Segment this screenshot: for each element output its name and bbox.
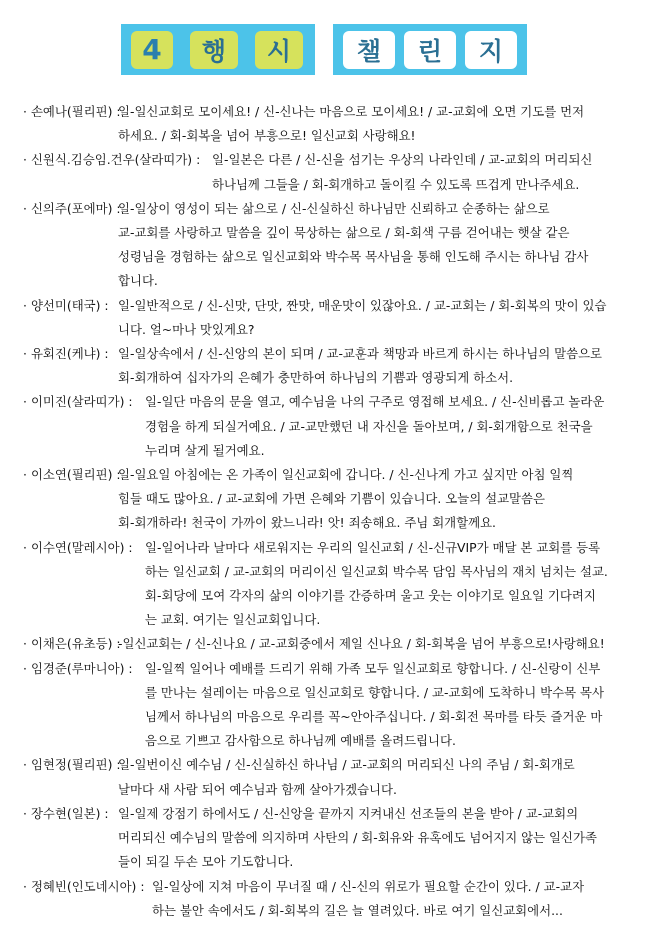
poem-text: 일-일반적으로 / 신-신맛, 단맛, 짠맛, 매운맛이 있잖아요. / 교-교회는 / 회-회복의 맛이 있습 니다. 얼~마나 맛있게요? [118, 297, 607, 337]
poem-entry [0, 657, 662, 754]
bullet-icon: · [23, 346, 27, 362]
bullet-icon: · [23, 467, 27, 483]
author-name-text: 정혜빈(인도네시아) : [30, 878, 145, 894]
bullet-icon: · [23, 805, 27, 821]
poem-text: 일-일상이 영성이 되는 삶으로 / 신-신실하신 하나님만 신뢰하고 순종하는 삶으로 교-교회를 사랑하고 말씀을 깊이 묵상하는 삶으로 / 회-회색 구름 걷어내는 햇살 같은 성령님을 경험하는 삶으로 일신교회와 박수목 목사님을 통해 인도해 주시는 하나님 감사 합니다. [118, 200, 589, 289]
poem-text: 일-일신교회로 모이세요! / 신-신나는 마음으로 모이세요! / 교-교회에 오면 기도를 먼저 하세요. / 회-회복을 넘어 부흥으로! 일신교회 사랑해요! [118, 104, 585, 144]
banner-tile-number: 4 [131, 31, 173, 69]
poem-text: 일-일어나라 날마다 새로워지는 우리의 일신교회 / 신-신규VIP가 매달 본 교회를 등록 하는 일신교회 / 교-교회의 머리이신 일신교회 박수목 담임 목사님의 재치 넘치는 설교. 회-회당에 모여 각자의 삶의 이야기를 간증하며 울고 웃는 이야기로 일요일 기다려지 는 교회. 여기는 일신교회입니다. [145, 539, 608, 628]
poem-text: 일-일상속에서 / 신-신앙의 본이 되며 / 교-교훈과 책망과 바르게 하시는 하나님의 말씀으로 회-회개하여 십자가의 은혜가 충만하여 하나님의 기쁨과 영광되게 하소서. [118, 346, 603, 386]
poem-entry [0, 463, 662, 536]
poem-text: 일-일본은 다른 / 신-신을 섬기는 우상의 나라인데 / 교-교회의 머리되신 하나님께 그들을 / 회-회개하고 돌이킬 수 있도록 뜨겁게 만나주세요. [212, 152, 593, 192]
author-name-text: 이채은(유초등) : [30, 636, 121, 652]
bullet-icon: · [23, 297, 27, 313]
banner-tile: 린 [404, 31, 456, 69]
author-name [23, 657, 133, 681]
bullet-icon: · [23, 104, 27, 119]
banner-tile: 지 [465, 31, 517, 69]
banner-challenge [333, 24, 527, 75]
poem-entry [0, 390, 662, 463]
bullet-icon: · [23, 878, 27, 894]
bullet-icon: · [23, 152, 27, 168]
author-name-text: 이수연(말레시아) : [30, 539, 133, 555]
author-name [23, 875, 145, 899]
author-name-text: 이미진(살라띠가) : [30, 394, 133, 410]
poem-text: 일-일단 마음의 문을 열고, 예수님을 나의 구주로 영접해 보세요. / 신-신비롭고 놀라운 경험을 하게 되실거예요. / 교-교만했던 내 자신을 돌아보며, / 회-회개함으로 천국을 누리며 살게 될거예요. [145, 394, 605, 458]
author-name [23, 753, 121, 777]
bullet-icon: · [23, 757, 27, 773]
author-name-text: 손예나(필리핀) : [30, 104, 121, 119]
author-name [23, 390, 133, 414]
poem-list [0, 100, 662, 923]
banner-4-poem [121, 24, 315, 75]
author-name [23, 463, 121, 487]
poem-text: 일-일제 강점기 하에서도 / 신-신앙을 끝까지 지켜내신 선조들의 본을 받아 / 교-교회의 머리되신 예수님의 말씀에 의지하며 사탄의 / 회-회유와 유혹에도 넘어지지 않는 일신가족 들이 되길 두손 모아 기도합니다. [118, 805, 597, 870]
bullet-icon: · [23, 200, 27, 216]
author-name [23, 100, 121, 124]
author-name-text: 임현정(필리핀) : [30, 757, 121, 773]
bullet-icon: · [23, 636, 27, 652]
poem-text: 일-일상에 지쳐 마음이 무너질 때 / 신-신의 위로가 필요할 순간이 있다. / 교-교자 하는 불안 속에서도 / 회-회복의 길은 늘 열려있다. 바로 여기 일신교회에서... [152, 878, 585, 918]
poem-text: 일-일번이신 예수님 / 신-신실하신 하나님 / 교-교회의 머리되신 나의 주님 / 회-회개로 날마다 새 사람 되어 예수님과 함께 살아가겠습니다. [118, 757, 575, 797]
poem-entry [0, 342, 662, 390]
poem-entry [0, 753, 662, 801]
poem-entry [0, 148, 662, 196]
bullet-icon: · [23, 394, 27, 410]
poem-text: -일신교회는 / 신-신나요 / 교-교회중에서 제일 신나요 / 회-회복을 넘어 부흥으로!사랑해요! [118, 636, 605, 652]
poem-entry [0, 197, 662, 294]
author-name [23, 197, 121, 221]
author-name-text: 장수현(일본) : [30, 805, 109, 821]
author-name-text: 양선미(태국) : [30, 297, 109, 313]
author-name [23, 148, 200, 172]
author-name [23, 342, 109, 366]
bullet-icon: · [23, 539, 27, 555]
author-name-text: 이소연(필리핀) : [30, 467, 121, 483]
poem-entry [0, 294, 662, 342]
challenge-banner [121, 24, 527, 75]
poem-entry [0, 100, 662, 148]
banner-tile: 챌 [343, 31, 395, 69]
author-name [23, 536, 133, 560]
author-name [23, 632, 121, 656]
poem-entry [0, 802, 662, 875]
author-name-text: 신의주(포에마) : [30, 200, 121, 216]
author-name [23, 802, 109, 826]
banner-tile: 시 [255, 31, 303, 69]
poem-entry [0, 536, 662, 633]
banner-tile: 행 [190, 31, 238, 69]
poem-text: 일-일요일 아침에는 온 가족이 일신교회에 갑니다. / 신-신나게 가고 싶지만 아침 일찍 힘들 때도 많아요. / 교-교회에 가면 은혜와 기쁨이 있습니다. 오늘의 설교말씀은 회-회개하라! 천국이 가까이 왔느니라! 앗! 죄송해요. 주님 회개할께요. [118, 467, 574, 531]
author-name-text: 임경준(루마니아) : [30, 660, 133, 676]
poem-entry [0, 875, 662, 923]
author-name-text: 신원식.김승임.건우(살라띠가) : [30, 152, 201, 168]
bullet-icon: · [23, 660, 27, 676]
poem-entry [0, 632, 662, 656]
author-name-text: 유회진(케냐) : [30, 346, 109, 362]
author-name [23, 294, 109, 318]
poem-text: 일-일찍 일어나 예배를 드리기 위해 가족 모두 일신교회로 향합니다. / 신-신랑이 신부 를 만나는 설레이는 마음으로 일신교회로 향합니다. / 교-교회에 도착하니 박수목 목사 님께서 하나님의 마음으로 우리를 꼭~안아주십니다. / 회-회전 목마를 타듯 즐거운 마 음으로 기쁘고 감사함으로 하나님께 예배를 올려드립니다. [145, 660, 604, 749]
